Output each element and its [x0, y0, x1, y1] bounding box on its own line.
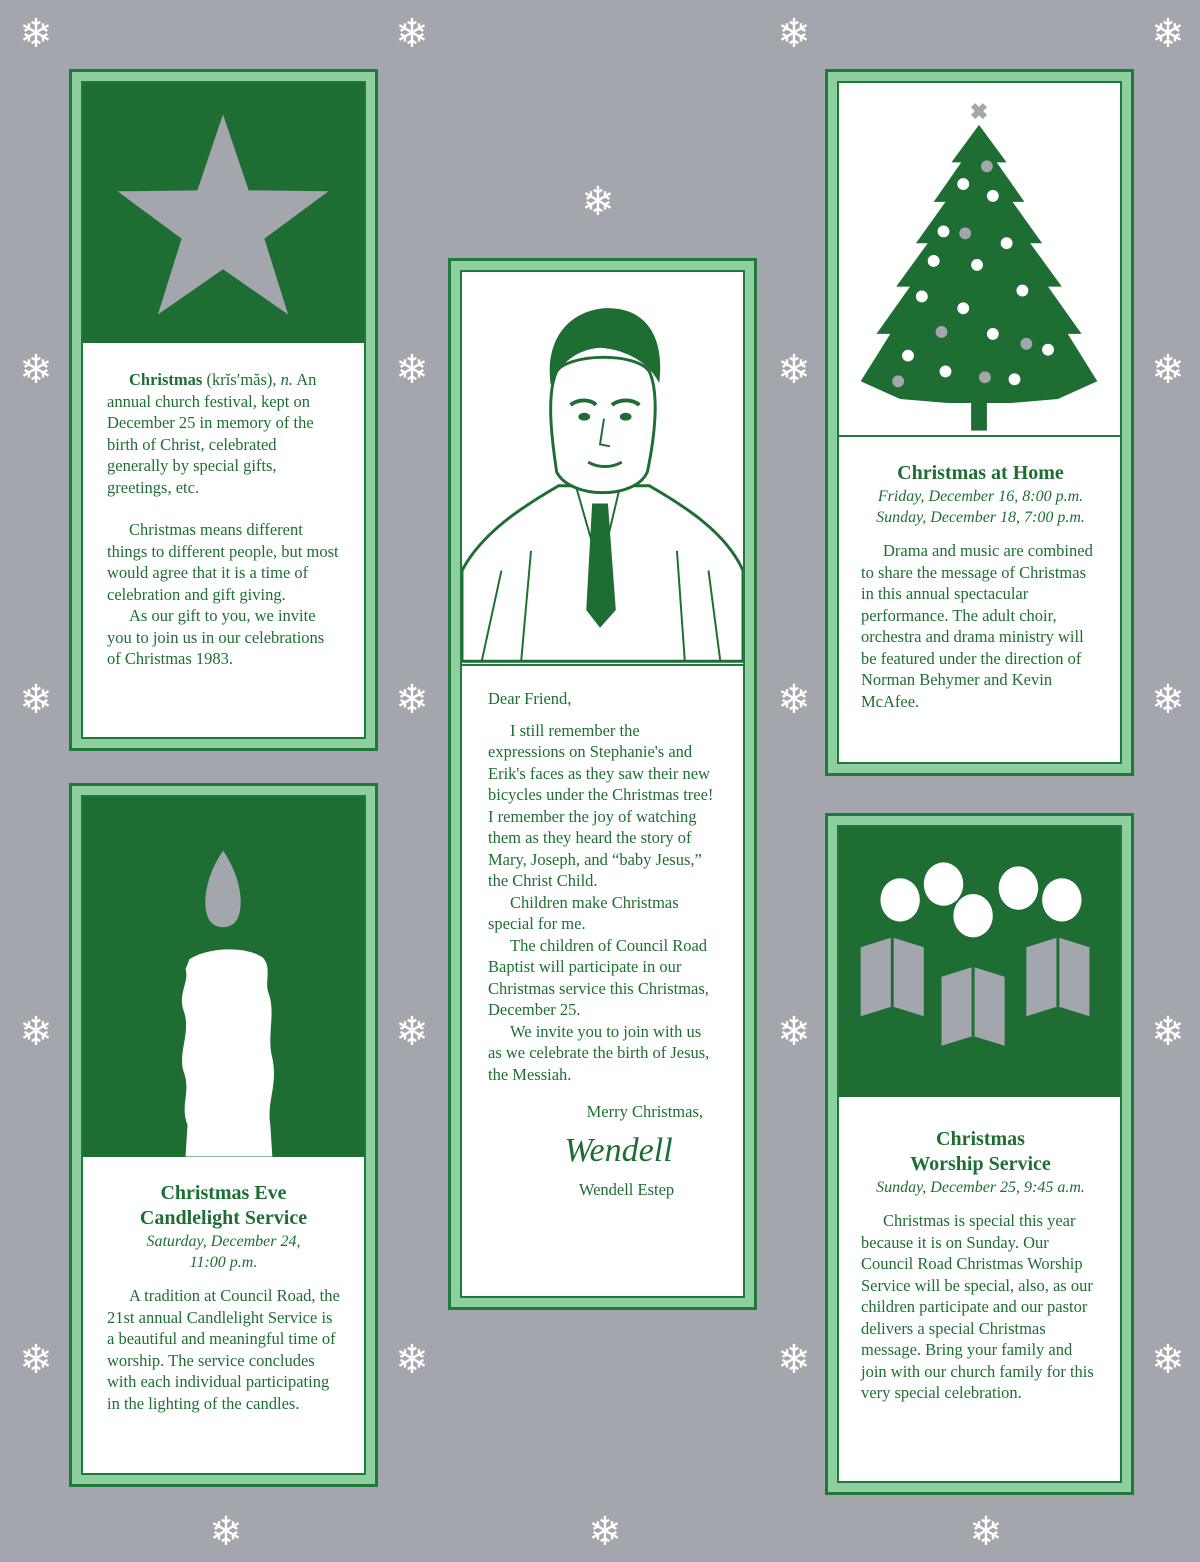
snowflake-icon: ❄ — [395, 1009, 429, 1055]
snowflake-icon: ❄ — [1151, 1337, 1185, 1383]
snowflake-icon: ❄ — [581, 179, 615, 225]
snowflake-icon: ❄ — [588, 1509, 622, 1555]
definition-paragraph: Christmas means different things to different people, but most would agree that it is a time of celebration and gift giving. — [107, 520, 339, 604]
event-date: Sunday, December 25, 9:45 a.m. — [876, 1179, 1085, 1196]
card-title: Christmas at Home — [897, 462, 1064, 484]
snowflake-icon: ❄ — [1151, 347, 1185, 393]
star-icon — [83, 83, 364, 343]
snowflake-icon: ❄ — [19, 11, 53, 57]
snowflake-icon: ❄ — [395, 677, 429, 723]
snowflake-icon: ❄ — [395, 11, 429, 57]
letter-closing: Merry Christmas, — [586, 1102, 703, 1121]
event-date: Sunday, December 18, 7:00 p.m. — [876, 509, 1085, 526]
snowflake-icon: ❄ — [777, 1009, 811, 1055]
snowflake-icon: ❄ — [777, 1337, 811, 1383]
star-illustration — [83, 83, 364, 343]
letter-text — [462, 688, 743, 1296]
snowflake-icon: ❄ — [1151, 677, 1185, 723]
snowflake-icon: ❄ — [395, 1337, 429, 1383]
snowflake-icon: ❄ — [19, 347, 53, 393]
candle-illustration — [83, 797, 364, 1157]
letter-paragraph: I still remember the expressions on Stephanie's and Erik's faces as they saw their new bicycles under the Christmas tree! I remember the joy of watching them as they heard the story of Mary, Joseph, and “baby Jesus,” the Christ Child. — [488, 720, 714, 890]
letter-signer-name: Wendell Estep — [578, 1179, 675, 1199]
definition-body: An annual church festival, kept on December 25 in memory of the birth of Christ, celebrated generally by special gifts, greetings, etc. — [107, 370, 317, 497]
snowflake-icon: ❄ — [777, 347, 811, 393]
worship-service-card — [825, 813, 1134, 1495]
snowflake-icon: ❄ — [969, 1509, 1003, 1555]
definition-pronunciation: (krĭs′măs), — [206, 370, 277, 389]
snowflake-icon: ❄ — [19, 1337, 53, 1383]
card-title: Christmas — [936, 1128, 1025, 1150]
snowflake-icon: ❄ — [19, 1009, 53, 1055]
snowflake-icon: ❄ — [19, 677, 53, 723]
letter-salutation: Dear Friend, — [488, 689, 572, 708]
event-description: Christmas is special this year because it is on Sunday. Our Council Road Christmas Worship Service will be special, also, as our children participate and our pastor delivers a special Christmas message. Bring your family and join with our church family for this very special celebration. — [861, 1211, 1094, 1402]
event-description: Drama and music are combined to share the message of Christmas in this annual spectacular performance. The adult choir, orchestra and drama ministry will be featured under the direction of Norman Behymer and Kevin McAfee. — [861, 541, 1093, 711]
pastor-letter-card — [448, 258, 757, 1310]
card-title: Candlelight Service — [139, 1207, 308, 1229]
event-description: A tradition at Council Road, the 21st annual Candlelight Service is a beautiful and meaningful time of worship. The service concludes with each individual participating in the lighting of the candles. — [107, 1286, 340, 1413]
letter-signature: Wendell — [564, 1131, 673, 1169]
pastor-portrait — [462, 272, 743, 666]
letter-paragraph: The children of Council Road Baptist will participate in our Christmas service this Christmas, December 25. — [488, 935, 709, 1019]
snowflake-icon: ❄ — [1151, 11, 1185, 57]
definition-headword: Christmas — [129, 370, 203, 389]
snowflake-icon: ❄ — [1151, 1009, 1185, 1055]
snowflake-icon: ❄ — [209, 1509, 243, 1555]
snowflake-icon: ❄ — [777, 11, 811, 57]
letter-paragraph: We invite you to join with us as we celebrate the birth of Jesus, the Messiah. — [488, 1021, 710, 1084]
snowflake-icon: ❄ — [395, 347, 429, 393]
worship-text — [839, 1127, 1120, 1481]
definition-text — [83, 369, 364, 737]
tree-illustration — [839, 83, 1120, 437]
christmas-tree-icon — [839, 83, 1120, 435]
letter-paragraph: Children make Christmas special for me. — [488, 892, 679, 933]
christmas-at-home-card — [825, 69, 1134, 776]
choir-illustration — [839, 827, 1120, 1097]
candlelight-service-card — [69, 783, 378, 1487]
event-date: Saturday, December 24, — [146, 1233, 301, 1250]
card-title: Christmas Eve — [160, 1182, 287, 1204]
choir-icon — [839, 827, 1120, 1097]
definition-paragraph: As our gift to you, we invite you to join us in our celebrations of Christmas 1983. — [107, 606, 325, 668]
candlelight-text — [83, 1181, 364, 1473]
definition-part-of-speech: n. — [280, 370, 294, 389]
event-time: 11:00 p.m. — [189, 1254, 258, 1271]
candle-icon — [83, 797, 364, 1157]
portrait-icon — [462, 272, 743, 664]
card-title: Worship Service — [910, 1153, 1051, 1175]
home-text — [839, 461, 1120, 762]
definition-card — [69, 69, 378, 751]
snowflake-icon: ❄ — [777, 677, 811, 723]
event-date: Friday, December 16, 8:00 p.m. — [877, 488, 1084, 505]
